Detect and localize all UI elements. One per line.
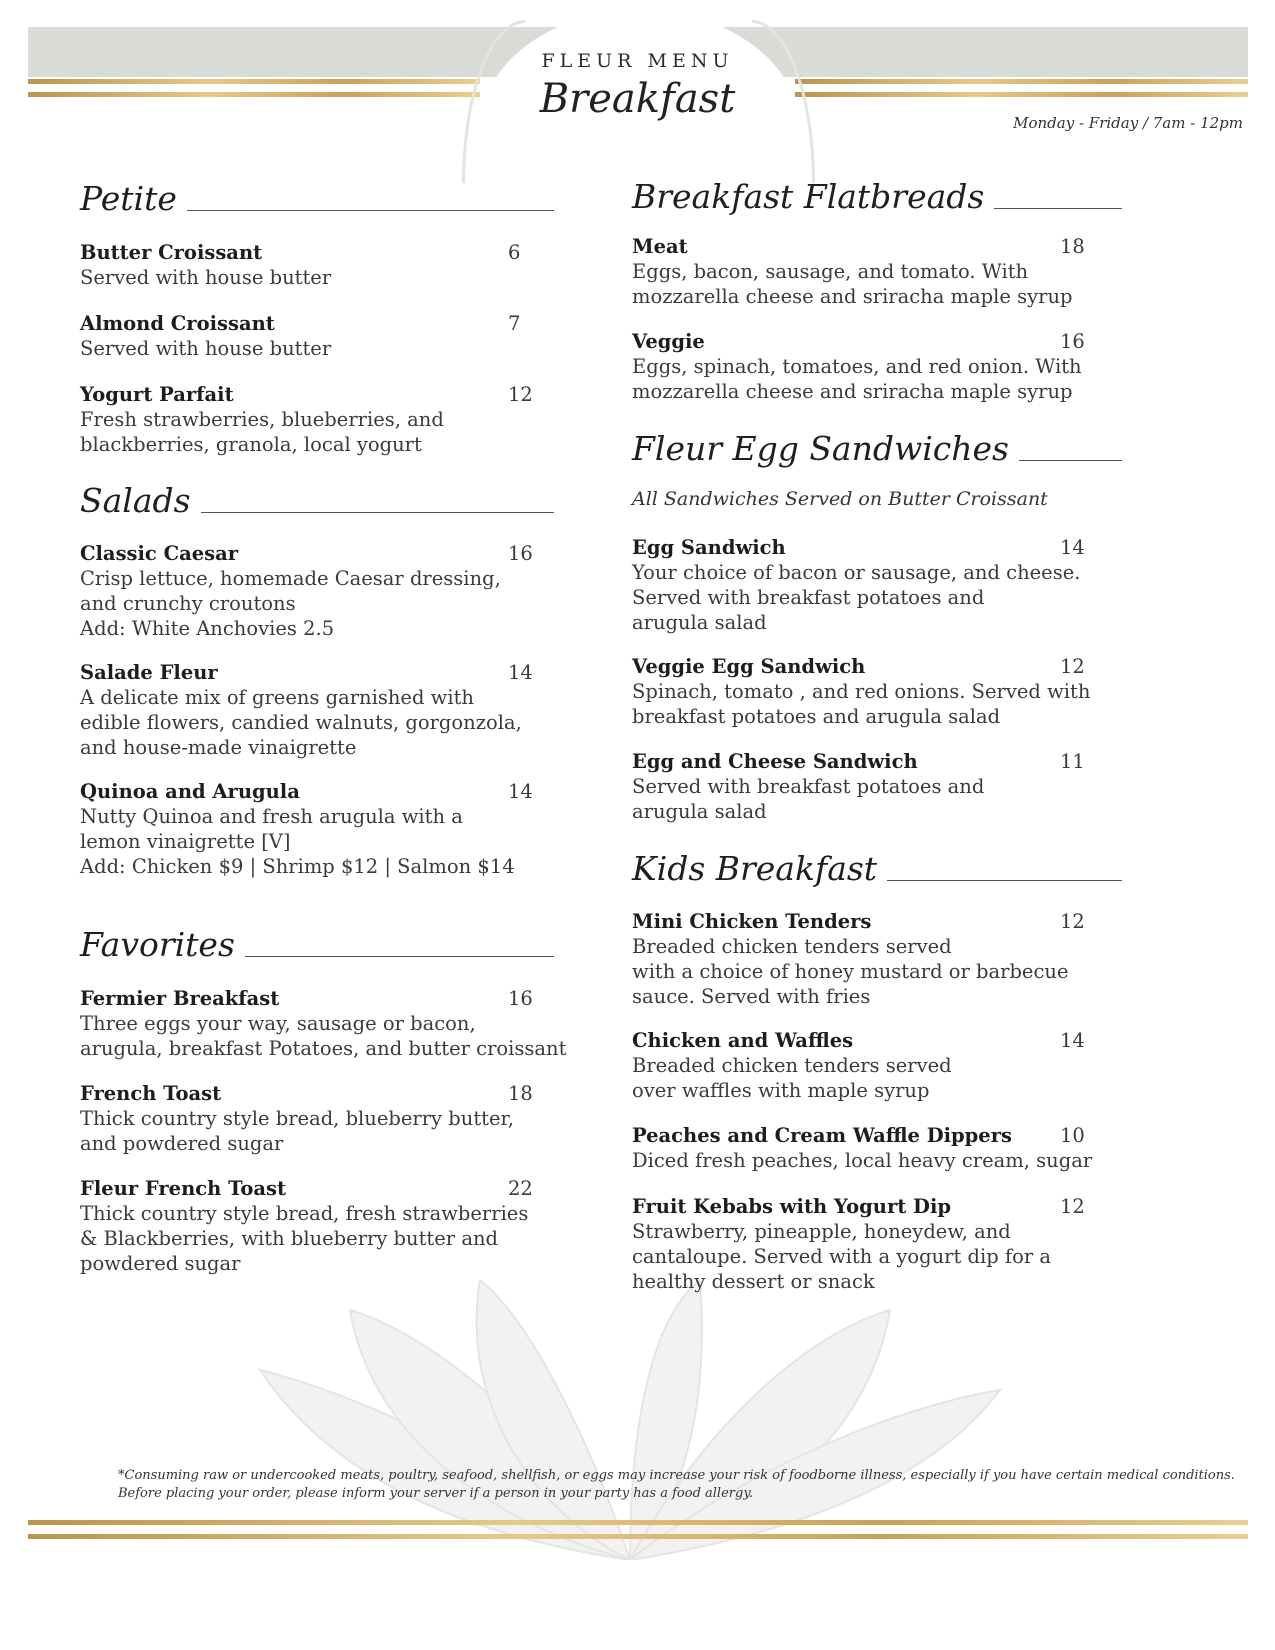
section-favorites-title: Favorites (80, 925, 235, 964)
section-kids-header (632, 849, 1122, 888)
item-description: cantaloupe. Served with a yogurt dip for a (632, 1245, 1051, 1268)
item-price: 14 (508, 780, 533, 803)
item-description: over waffles with maple syrup (632, 1079, 930, 1102)
menu-item (80, 311, 530, 361)
item-description: Breaded chicken tenders served (632, 1054, 952, 1077)
menu-item (632, 1194, 1085, 1294)
item-description: mozzarella cheese and sriracha maple syrup (632, 380, 1073, 403)
item-description: breakfast potatoes and arugula salad (632, 705, 1001, 728)
item-description: Three eggs your way, sausage or bacon, (80, 1012, 476, 1035)
item-name: Chicken and Waffles (632, 1029, 854, 1052)
menu-item (80, 660, 533, 760)
item-description: sauce. Served with fries (632, 985, 871, 1008)
menu-item (632, 535, 1085, 635)
footer-gold-line-1 (28, 1520, 1248, 1525)
item-name: Classic Caesar (80, 542, 239, 565)
menu-item (632, 1123, 1093, 1173)
item-price: 12 (1060, 655, 1085, 678)
menu-item (632, 909, 1085, 1009)
item-description: Served with breakfast potatoes and (632, 775, 985, 798)
item-price: 6 (508, 241, 521, 264)
item-name: French Toast (80, 1082, 222, 1105)
item-description: Breaded chicken tenders served (632, 935, 952, 958)
item-name: Salade Fleur (80, 661, 218, 684)
menu-item (80, 1081, 533, 1156)
item-price: 12 (1060, 910, 1085, 933)
item-description: Thick country style bread, blueberry butter, (80, 1107, 514, 1130)
item-description: Eggs, spinach, tomatoes, and red onion. With (632, 355, 1082, 378)
item-price: 12 (508, 383, 533, 406)
item-description: Nutty Quinoa and fresh arugula with a (80, 805, 463, 828)
disclaimer-line: *Consuming raw or undercooked meats, poultry, seafood, shellfish, or eggs may increase your risk of foodborne illness, especially if you have certain medical conditions. (118, 1468, 1235, 1483)
section-petite-title: Petite (80, 179, 177, 218)
menu-item (632, 654, 1091, 729)
menu-item (632, 234, 1085, 309)
footer-gold-line-2 (28, 1534, 1248, 1539)
item-price: 7 (508, 312, 521, 335)
item-price: 16 (508, 987, 533, 1010)
section-kids-title: Kids Breakfast (632, 849, 878, 888)
menu-item (632, 749, 1085, 824)
item-description: arugula salad (632, 800, 767, 823)
section-salads-title: Salads (80, 481, 191, 520)
item-price: 14 (1060, 536, 1085, 559)
item-description: Fresh strawberries, blueberries, and (80, 408, 444, 431)
section-sandwiches-header (632, 429, 1122, 468)
section-sandwiches-title: Fleur Egg Sandwiches (632, 429, 1009, 468)
menu-item (80, 1176, 533, 1276)
item-description: and crunchy croutons (80, 592, 296, 615)
section-flatbreads-title: Breakfast Flatbreads (632, 177, 985, 216)
item-description: healthy dessert or snack (632, 1270, 875, 1293)
item-description: Strawberry, pineapple, honeydew, and (632, 1220, 1011, 1243)
item-name: Fleur French Toast (80, 1177, 286, 1200)
item-description: Thick country style bread, fresh strawberries (80, 1202, 529, 1225)
item-description: lemon vinaigrette [V] (80, 830, 291, 853)
section-divider (201, 512, 554, 513)
item-name: Butter Croissant (80, 241, 263, 264)
section-divider (994, 208, 1122, 209)
menu-item (632, 1028, 1085, 1103)
item-price: 22 (508, 1177, 533, 1200)
menu-item (80, 240, 530, 290)
item-name: Quinoa and Arugula (80, 780, 300, 803)
item-description: edible flowers, candied walnuts, gorgonzola, (80, 711, 522, 734)
item-name: Veggie (632, 330, 705, 353)
item-price: 11 (1060, 750, 1085, 773)
item-price: 12 (1060, 1195, 1085, 1218)
item-price: 10 (1060, 1124, 1085, 1147)
menu-item (80, 986, 567, 1061)
item-name: Egg and Cheese Sandwich (632, 750, 918, 773)
item-description: arugula salad (632, 611, 767, 634)
section-petite-header (80, 179, 554, 218)
item-description: Served with house butter (80, 266, 332, 289)
item-description: Served with breakfast potatoes and (632, 586, 985, 609)
item-price: 14 (1060, 1029, 1085, 1052)
section-favorites-header (80, 925, 554, 964)
item-price: 14 (508, 661, 533, 684)
section-divider (887, 880, 1122, 881)
section-note: All Sandwiches Served on Butter Croissant (632, 488, 1048, 510)
item-name: Meat (632, 235, 688, 258)
item-name: Fruit Kebabs with Yogurt Dip (632, 1195, 951, 1218)
item-name: Yogurt Parfait (80, 383, 234, 406)
flower-watermark-icon (230, 1280, 1030, 1560)
item-description: & Blackberries, with blueberry butter and (80, 1227, 498, 1250)
item-description: and powdered sugar (80, 1132, 284, 1155)
item-description: powdered sugar (80, 1252, 241, 1275)
menu-item (80, 382, 533, 457)
allergy-disclaimer (118, 1467, 1235, 1503)
section-flatbreads-header (632, 177, 1122, 216)
item-name: Almond Croissant (80, 312, 275, 335)
item-description: Served with house butter (80, 337, 332, 360)
item-description: Your choice of bacon or sausage, and cheese. (632, 561, 1081, 584)
item-price: 18 (508, 1082, 533, 1105)
item-description: mozzarella cheese and sriracha maple syrup (632, 285, 1073, 308)
section-salads-header (80, 481, 554, 520)
item-name: Egg Sandwich (632, 536, 786, 559)
item-description: Crisp lettuce, homemade Caesar dressing, (80, 567, 501, 590)
section-divider (245, 956, 554, 957)
item-description: Add: Chicken $9 | Shrimp $12 | Salmon $14 (80, 855, 515, 878)
page-title: Breakfast (539, 76, 736, 122)
item-name: Peaches and Cream Waffle Dippers (632, 1124, 1012, 1147)
item-price: 16 (1060, 330, 1085, 353)
item-name: Veggie Egg Sandwich (632, 655, 866, 678)
brand-name: FLEUR MENU (541, 50, 734, 72)
section-divider (187, 210, 554, 211)
item-description: A delicate mix of greens garnished with (80, 686, 474, 709)
item-description: Spinach, tomato , and red onions. Served with (632, 680, 1091, 703)
item-description: arugula, breakfast Potatoes, and butter croissant (80, 1037, 567, 1060)
item-description: Eggs, bacon, sausage, and tomato. With (632, 260, 1029, 283)
disclaimer-line: Before placing your order, please inform your server if a person in your party has a food allergy. (118, 1486, 754, 1501)
menu-item (80, 541, 533, 641)
item-price: 16 (508, 542, 533, 565)
item-description: with a choice of honey mustard or barbecue (632, 960, 1069, 983)
section-divider (1019, 460, 1122, 461)
item-description: and house-made vinaigrette (80, 736, 357, 759)
item-price: 18 (1060, 235, 1085, 258)
menu-item (632, 329, 1085, 404)
item-description: Add: White Anchovies 2.5 (80, 617, 335, 640)
service-hours: Monday - Friday / 7am - 12pm (1013, 114, 1243, 132)
menu-item (80, 779, 533, 879)
item-name: Fermier Breakfast (80, 987, 280, 1010)
item-description: blackberries, granola, local yogurt (80, 433, 422, 456)
item-description: Diced fresh peaches, local heavy cream, sugar (632, 1149, 1093, 1172)
item-name: Mini Chicken Tenders (632, 910, 872, 933)
